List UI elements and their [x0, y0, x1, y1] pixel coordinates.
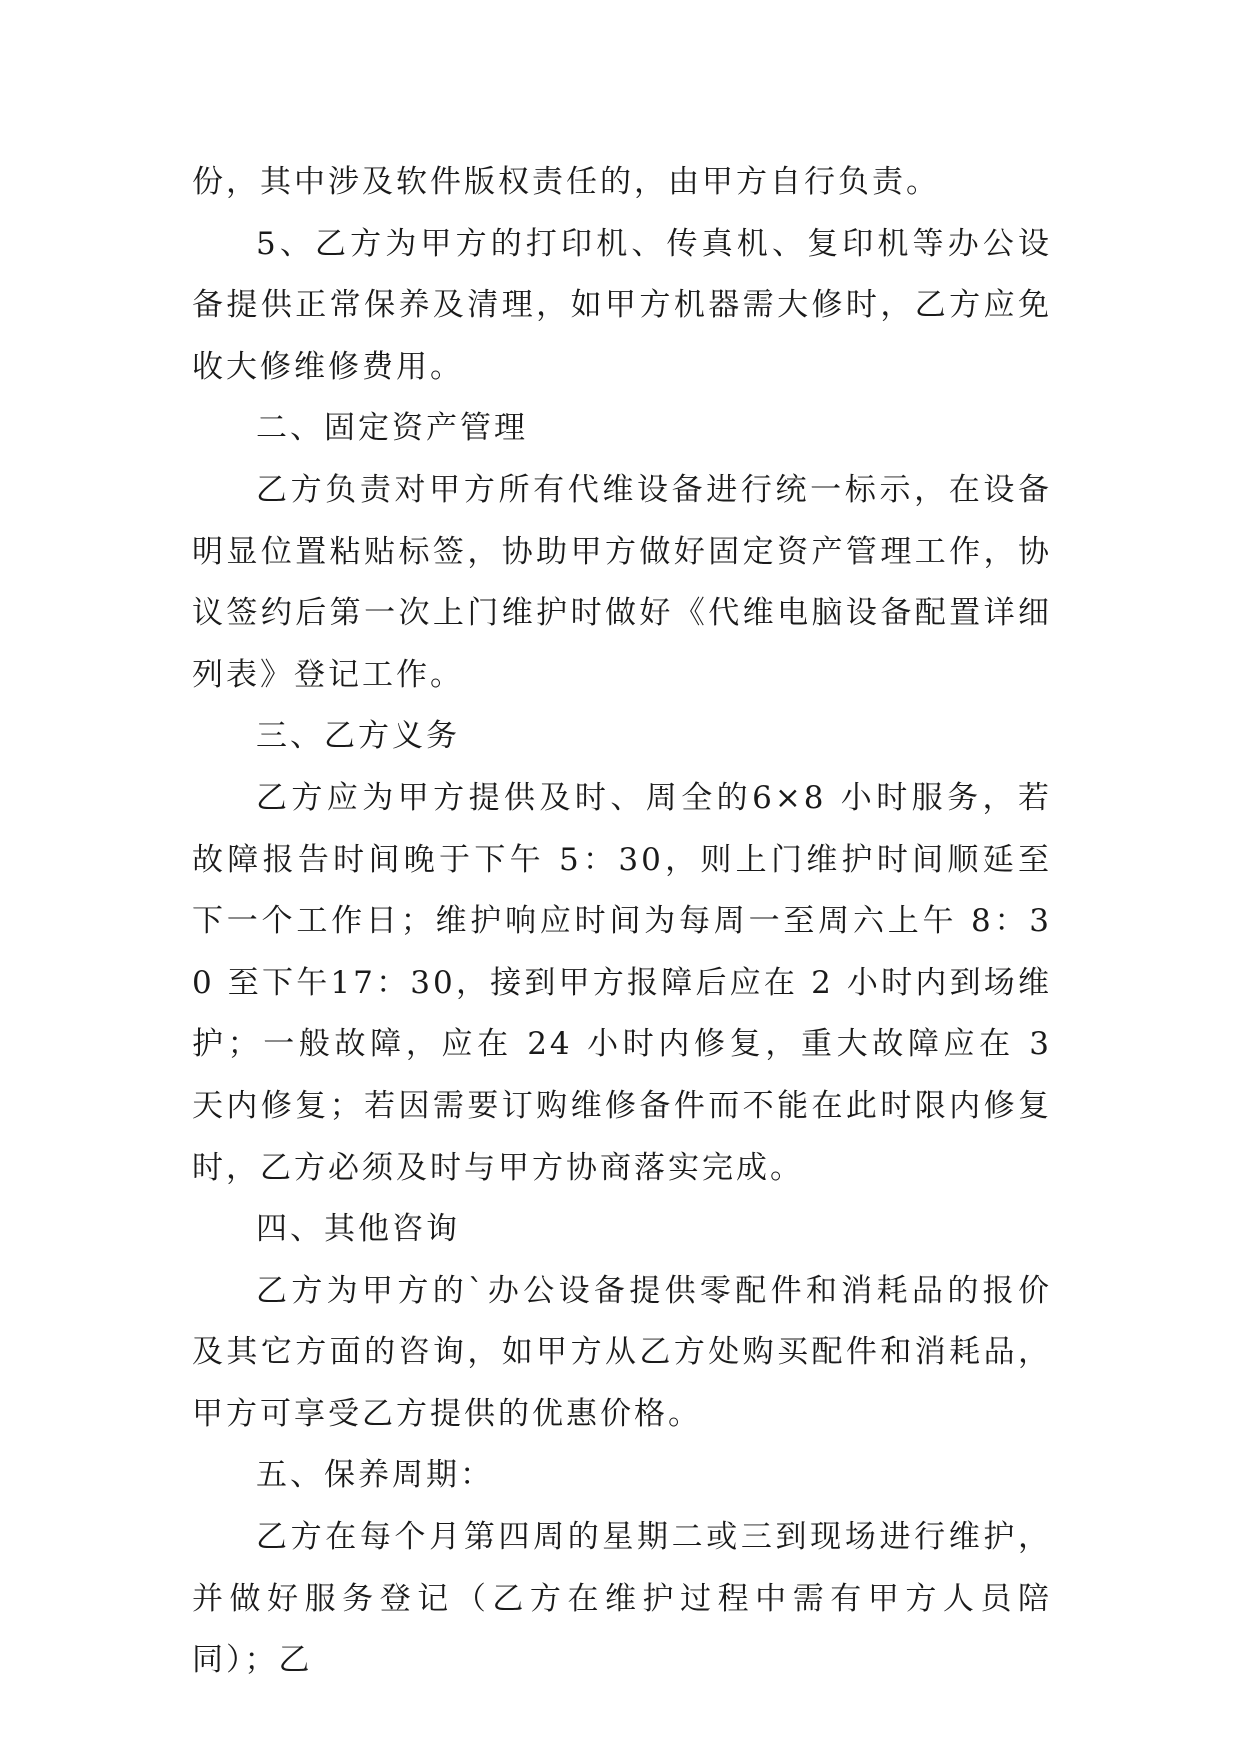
paragraph-fixed-assets: 乙方负责对甲方所有代维设备进行统一标示，在设备明显位置粘贴标签，协助甲方做好固定资产管理工作，协议签约后第一次上门维护时做好《代维电脑设备配置详细列表》登记工作。 — [192, 471, 1052, 693]
document-body — [192, 152, 1052, 1692]
section-heading-fixed-assets: 二、固定资产管理 — [256, 410, 528, 447]
section-heading-consulting: 四、其他咨询 — [256, 1211, 460, 1248]
paragraph-obligations: 乙方应为甲方提供及时、周全的6×8 小时服务，若故障报告时间晚于下午 5：30，则上门维护时间顺延至下一个工作日；维护响应时间为每周一至周六上午 8：30 至下午17：30，接到甲方报障后应在 2 小时内到场维护；一般故障，应在 24 小时内修复，重大故障应在 3 天内修复；若因需要订购维修备件而不能在此时限内修复时，乙方必须及时与甲方协商落实完成。 — [192, 779, 1052, 1186]
paragraph-consulting: 乙方为甲方的`办公设备提供零配件和消耗品的报价及其它方面的咨询，如甲方从乙方处购买配件和消耗品，甲方可享受乙方提供的优惠价格。 — [192, 1272, 1052, 1432]
section-heading-maintenance-cycle: 五、保养周期： — [256, 1457, 494, 1494]
section-heading-obligations: 三、乙方义务 — [256, 718, 460, 755]
paragraph-continuation: 份，其中涉及软件版权责任的，由甲方自行负责。 — [192, 164, 940, 200]
paragraph-office-equipment: 5、乙方为甲方的打印机、传真机、复印机等办公设备提供正常保养及清理，如甲方机器需大修时，乙方应免收大修维修费用。 — [192, 225, 1052, 385]
paragraph-maintenance-cycle: 乙方在每个月第四周的星期二或三到现场进行维护，并做好服务登记（乙方在维护过程中需有甲方人员陪同）；乙 — [192, 1519, 1052, 1679]
